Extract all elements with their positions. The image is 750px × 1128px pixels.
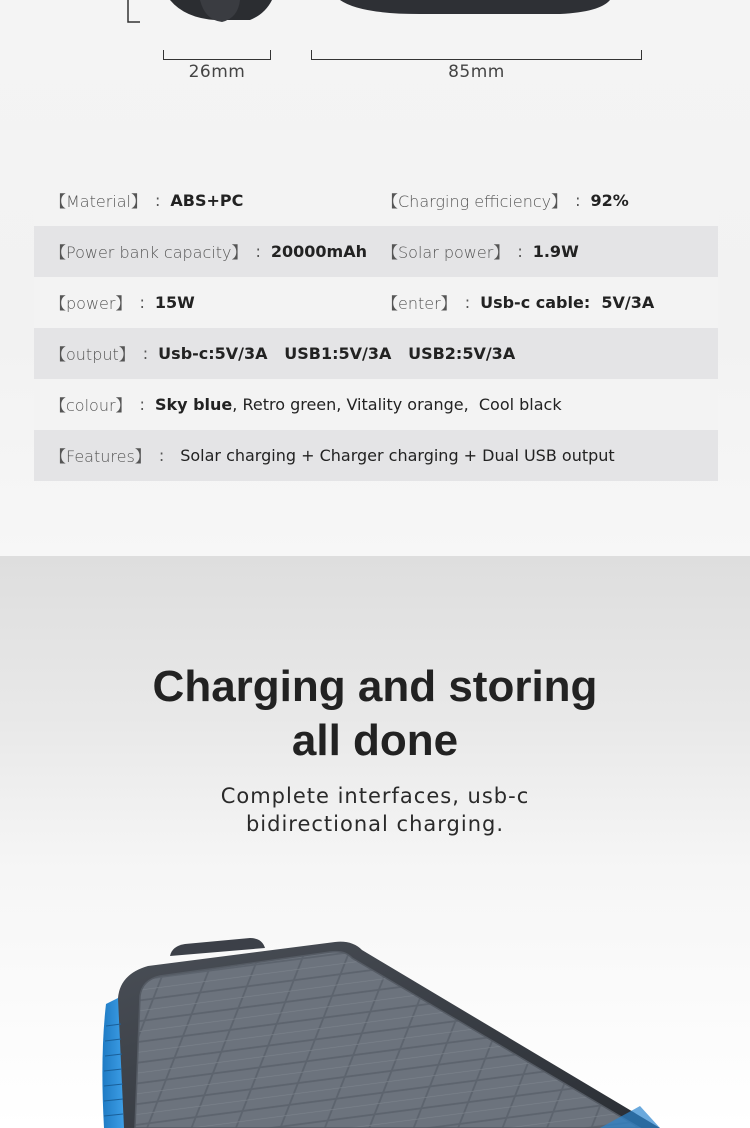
spec-power: 【power】 : 15W (50, 293, 195, 313)
spec-value-highlight: Sky blue (154, 395, 233, 414)
spec-label: 【enter】 (382, 294, 457, 313)
spec-label: 【Material】 (50, 192, 148, 211)
solar-power-bank-image (0, 936, 750, 1128)
spec-label: 【Features】 (50, 447, 151, 466)
spec-material: 【Material】 : ABS+PC (50, 191, 244, 211)
spec-row (34, 430, 718, 481)
spec-value: Usb-c:5V/3A USB1:5V/3A USB2:5V/3A (158, 344, 516, 363)
spec-label: 【output】 (50, 345, 135, 364)
width-dimension-line (163, 50, 271, 60)
spec-value: ABS+PC (170, 191, 244, 210)
width-dimension-label: 26mm (188, 62, 246, 82)
specs-section (0, 0, 750, 556)
spec-capacity: 【Power bank capacity】 : 20000mAh (50, 242, 367, 262)
spec-colour: 【colour】 : Sky blue , Retro green, Vitality orange, Cool black (50, 395, 562, 415)
spec-solar-power: 【Solar power】 : 1.9W (382, 242, 579, 262)
headline-line: Charging and storing (152, 662, 598, 711)
spec-row (34, 226, 718, 277)
spec-label: 【colour】 (50, 396, 132, 415)
promo-headline (0, 660, 750, 768)
spec-value: 15W (154, 293, 195, 312)
spec-row (34, 379, 718, 430)
length-dimension-line (311, 50, 642, 60)
promo-subheadline (0, 782, 750, 838)
spec-label: 【Solar power】 (382, 243, 510, 262)
spec-output: 【output】 : Usb-c:5V/3A USB1:5V/3A USB2:5V/3A (50, 344, 516, 364)
promo-section (0, 556, 750, 1128)
subheadline-line: Complete interfaces, usb-c (220, 784, 530, 808)
power-bank-bottom-view (0, 0, 750, 30)
spec-value: 92% (590, 191, 629, 210)
spec-row (34, 175, 718, 226)
spec-table (34, 175, 718, 481)
spec-charging-efficiency: 【Charging efficiency】 : 92% (382, 191, 629, 211)
subheadline-line: bidirectional charging. (245, 812, 505, 836)
spec-row (34, 328, 718, 379)
length-dimension-label: 85mm (448, 62, 505, 82)
spec-features: 【Features】 : Solar charging + Charger charging + Dual USB output (50, 446, 615, 466)
spec-value: Solar charging + Charger charging + Dual USB output (180, 446, 615, 465)
headline-line: all done (291, 716, 459, 765)
spec-label: 【Power bank capacity】 (50, 243, 248, 262)
spec-label: 【power】 (50, 294, 132, 313)
spec-label: 【Charging efficiency】 (382, 192, 568, 211)
spec-value: 20000mAh (270, 242, 367, 261)
spec-value: , Retro green, Vitality orange, Cool black (232, 395, 562, 414)
spec-input: 【enter】 : Usb-c cable: 5V/3A (382, 293, 655, 313)
spec-value: 1.9W (532, 242, 579, 261)
spec-row (34, 277, 718, 328)
spec-value: Usb-c cable: 5V/3A (480, 293, 655, 312)
